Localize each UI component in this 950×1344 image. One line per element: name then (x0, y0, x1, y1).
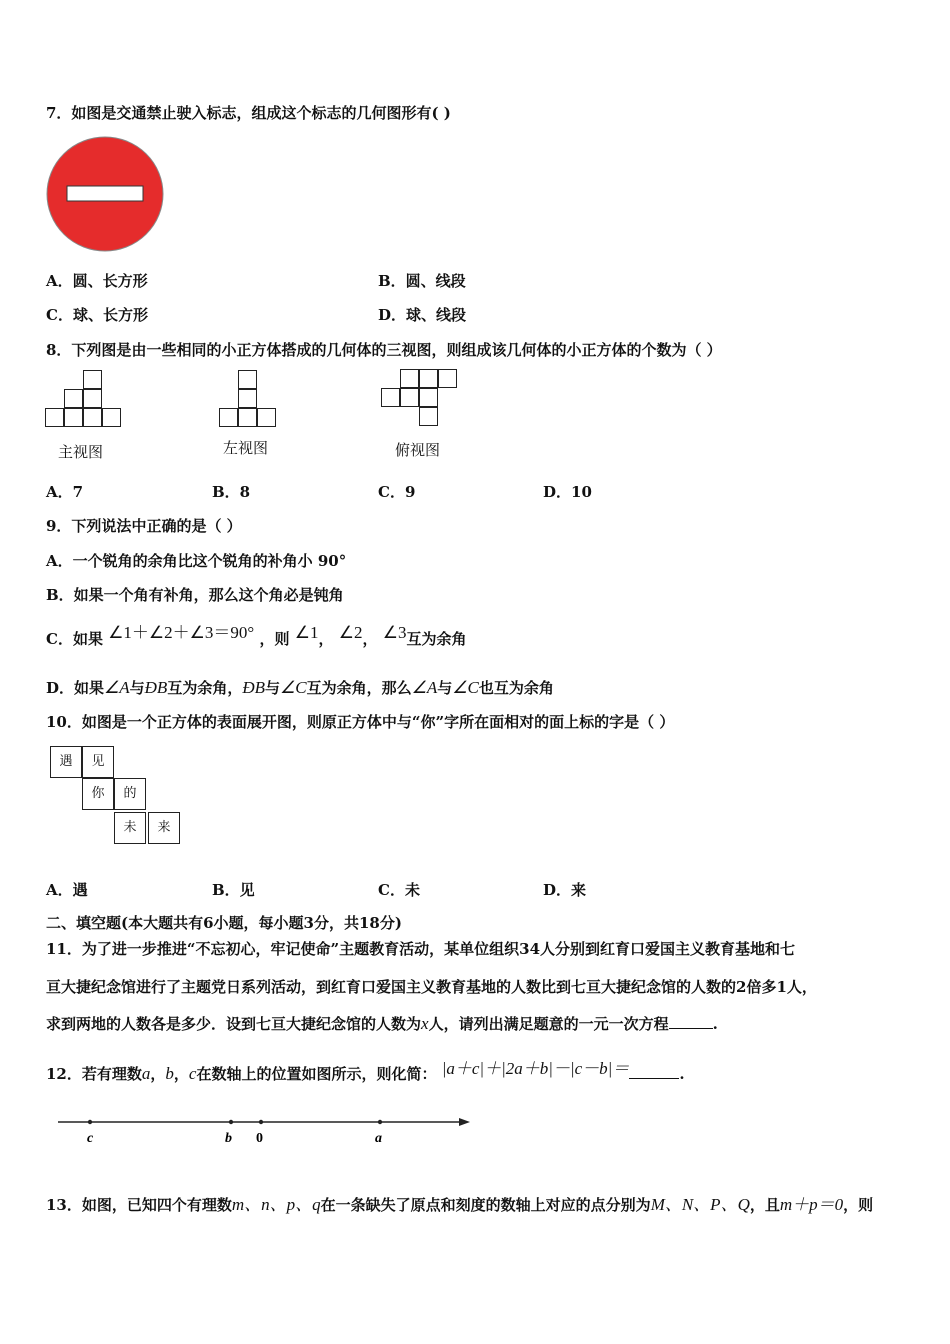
q13-p2: 在一条缺失了原点和刻度的数轴上对应的点分别为 (320, 1196, 651, 1214)
q8-option-d: D．10 (543, 483, 592, 501)
q9d-p6: 与 (437, 679, 453, 697)
point-b (229, 1120, 233, 1124)
q9d-p1: D．如果 (46, 679, 105, 697)
front-view-figure (45, 370, 125, 430)
q10-stem: 10．如图是一个正方体的表面展开图，则原正方体中与“你”字所在面相对的面上标的字是（ ） (46, 713, 675, 731)
q9d-p4: 与 (265, 679, 281, 697)
net-face: 来 (148, 812, 180, 844)
q9d-angle-b: ÐB (144, 678, 168, 697)
q13-vars: m、n、p、q (231, 1195, 321, 1214)
net-face: 的 (114, 778, 146, 810)
q8-option-c: C．9 (378, 483, 416, 501)
q13-p4: ，则 (843, 1196, 874, 1214)
net-face: 你 (82, 778, 114, 810)
point-zero (259, 1120, 263, 1124)
q9-option-b: B．如果一个角有补角，那么这个角必是钝角 (46, 586, 344, 604)
q7-option-d: D．球、线段 (378, 306, 467, 324)
q11-line-3 (46, 1013, 718, 1034)
q9-option-a: A．一个锐角的余角比这个锐角的补角小 90° (46, 552, 347, 570)
section-heading: 二、填空题(本大题共有6小题，每小题3分，共18分) (46, 914, 402, 932)
label-a: a (375, 1131, 382, 1146)
q10-option-a: A．遇 (46, 881, 88, 899)
q11-var: x (421, 1014, 429, 1033)
q9c-sep-1: ， (318, 630, 334, 648)
top-view-caption: 俯视图 (395, 441, 441, 459)
q9c-angle-3: ∠3 (382, 623, 407, 642)
q9d-p7: 也互为余角 (478, 679, 554, 697)
q11-line-1: 11．为了进一步推进“不忘初心，牢记使命”主题教育活动，某单位组织34人分别到红育口爱国主义教育基地和七 (46, 940, 796, 958)
q9d-angle-a2: ∠A (411, 678, 438, 697)
q9-stem: 9．下列说法中正确的是（ ） (46, 517, 242, 535)
q9d-angle-c: ∠C (280, 678, 307, 697)
q12-answer-blank[interactable] (629, 1078, 679, 1079)
q9c-sep-2: ， (362, 630, 378, 648)
no-entry-sign-icon (45, 135, 165, 253)
q11-text-b: 人，请列出满足题意的一元一次方程 (428, 1015, 669, 1033)
q12-p1: 12．若有理数 (46, 1065, 142, 1083)
q9d-p3: 互为余角， (167, 679, 243, 697)
q11-answer-blank[interactable] (669, 1028, 713, 1029)
q13-points: M、N、P、Q (650, 1195, 750, 1214)
q9-option-c (46, 624, 466, 649)
q9d-angle-c2: ∠C (452, 678, 479, 697)
q9c-prefix: C．如果 (46, 630, 103, 648)
axis-arrow-icon (459, 1118, 470, 1126)
q11-end: . (712, 1015, 718, 1033)
net-face: 未 (114, 812, 146, 844)
q13-p1: 13．如图，已知四个有理数 (46, 1196, 232, 1214)
q13-line (46, 1190, 873, 1215)
q9c-expression: ∠1＋∠2＋∠3＝90° (108, 623, 255, 642)
q9c-angle-2: ∠2 (338, 623, 363, 642)
q9d-angle-b2: ÐB (242, 678, 266, 697)
q12-line (46, 1059, 685, 1084)
q12-var-b: b (165, 1064, 174, 1083)
q10-option-c: C．未 (378, 881, 420, 899)
left-view-caption: 左视图 (223, 439, 269, 457)
q7-option-a: A．圆、长方形 (46, 272, 148, 290)
q12-end: . (679, 1065, 685, 1083)
point-a (378, 1120, 382, 1124)
q8-option-b: B．8 (212, 483, 251, 501)
number-line-figure (58, 1112, 472, 1152)
q12-p2: 在数轴上的位置如图所示，则化简： (196, 1065, 437, 1083)
q12-expression: |a＋c|＋|2a＋b|－|c－b|＝ (441, 1059, 630, 1078)
q9c-mid: ，则 (259, 630, 290, 648)
q7-option-c: C．球、长方形 (46, 306, 148, 324)
q9c-suffix: 互为余角 (406, 630, 467, 648)
left-view-figure (219, 370, 279, 430)
q10-option-d: D．来 (543, 881, 587, 899)
q9-option-d (46, 677, 554, 698)
q7-option-b: B．圆、线段 (378, 272, 466, 290)
net-face: 遇 (50, 746, 82, 778)
net-face: 见 (82, 746, 114, 778)
label-c: c (87, 1131, 94, 1146)
label-b: b (225, 1131, 232, 1146)
point-c (88, 1120, 92, 1124)
q12-s1: ， (150, 1065, 166, 1083)
q10-option-b: B．见 (212, 881, 255, 899)
q12-var-c: c (188, 1064, 197, 1083)
top-view-figure (381, 369, 461, 429)
q11-text-a: 求到两地的人数各是多少．设到七亘大捷纪念馆的人数为 (46, 1015, 422, 1033)
q13-condition: m＋p＝0 (779, 1195, 844, 1214)
q12-s2: ， (173, 1065, 189, 1083)
front-view-caption: 主视图 (58, 443, 104, 461)
q8-stem: 8．下列图是由一些相同的小正方体搭成的几何体的三视图，则组成该几何体的小正方体的个数为（ ） (46, 341, 722, 359)
q9c-angle-1: ∠1 (294, 623, 319, 642)
label-zero: 0 (256, 1131, 263, 1146)
q11-line-2: 亘大捷纪念馆进行了主题党日系列活动，到红育口爱国主义教育基地的人数比到七亘大捷纪念馆的人数的2倍多1人， (46, 978, 817, 996)
q13-p3: ，且 (749, 1196, 780, 1214)
q12-var-a: a (141, 1064, 151, 1083)
q9d-angle-a: ∠A (104, 678, 130, 697)
q9d-p2: 与 (129, 679, 145, 697)
q9d-p5: 互为余角，那么 (306, 679, 412, 697)
q8-option-a: A．7 (46, 483, 84, 501)
q7-stem: 7．如图是交通禁止驶入标志，组成这个标志的几何图形有( ) (46, 104, 451, 122)
